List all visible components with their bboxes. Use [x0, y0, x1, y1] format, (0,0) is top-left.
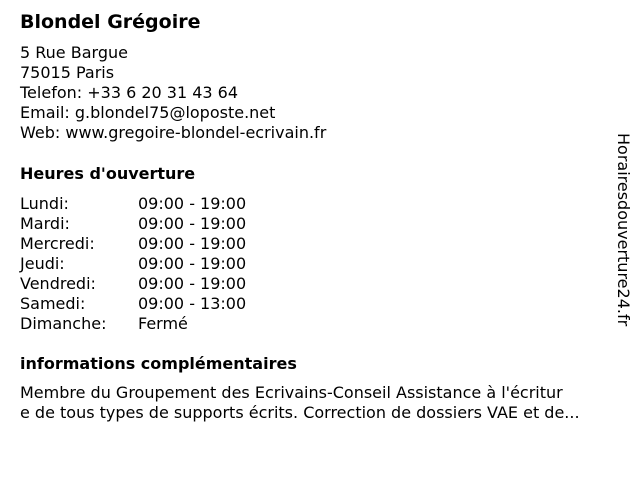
day-label: Lundi: — [20, 194, 69, 213]
day-label: Mardi: — [20, 214, 70, 233]
hours-row-wednesday — [20, 234, 246, 254]
day-label: Samedi: — [20, 294, 86, 313]
time-value: 09:00 - 19:00 — [138, 234, 247, 253]
hours-row-friday — [20, 274, 246, 294]
time-value: Fermé — [138, 314, 188, 333]
day-label: Mercredi: — [20, 234, 95, 253]
day-label: Vendredi: — [20, 274, 96, 293]
hours-row-tuesday — [20, 214, 246, 234]
address-street: 5 Rue Bargue — [20, 43, 128, 62]
hours-row-monday — [20, 194, 246, 214]
brand-watermark: Horairesdouverture24.fr — [614, 133, 633, 327]
email-line: Email: g.blondel75@loposte.net — [20, 103, 276, 122]
time-value: 09:00 - 19:00 — [138, 254, 247, 273]
time-value: 09:00 - 19:00 — [138, 194, 247, 213]
web-line: Web: www.gregoire-blondel-ecrivain.fr — [20, 123, 327, 142]
hours-table — [20, 194, 246, 334]
hours-row-saturday — [20, 294, 246, 314]
business-name: Blondel Grégoire — [20, 11, 201, 33]
time-value: 09:00 - 19:00 — [138, 274, 247, 293]
hours-row-sunday — [20, 314, 246, 334]
info-line-2: e de tous types de supports écrits. Correction de dossiers VAE et de... — [20, 403, 580, 422]
info-description — [20, 383, 632, 423]
info-line-1: Membre du Groupement des Ecrivains-Conseil Assistance à l'écritur — [20, 383, 563, 402]
time-value: 09:00 - 13:00 — [138, 294, 247, 313]
phone-line: Telefon: +33 6 20 31 43 64 — [20, 83, 239, 102]
hours-title: Heures d'ouverture — [20, 164, 196, 183]
info-title: informations complémentaires — [20, 354, 297, 373]
day-label: Jeudi: — [20, 254, 65, 273]
address-city: 75015 Paris — [20, 63, 115, 82]
time-value: 09:00 - 19:00 — [138, 214, 247, 233]
day-label: Dimanche: — [20, 314, 107, 333]
hours-row-thursday — [20, 254, 246, 274]
contact-block — [20, 43, 326, 143]
